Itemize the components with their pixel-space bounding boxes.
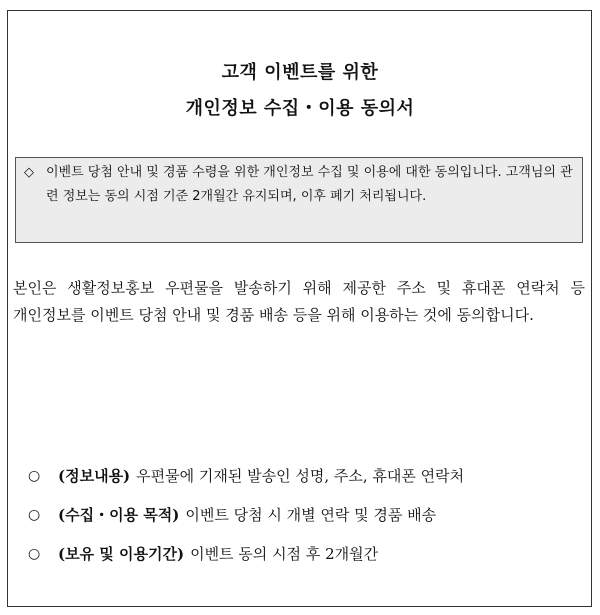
item-key: (수집・이용 목적) <box>58 506 180 524</box>
item-value: 이벤트 당첨 시 개별 연락 및 경품 배송 <box>185 506 437 524</box>
document-title-line2: 개인정보 수집・이용 동의서 <box>185 98 415 119</box>
item-value: 우편물에 기재된 발송인 성명, 주소, 휴대폰 연락처 <box>136 467 465 485</box>
item-value: 이벤트 동의 시점 후 2개월간 <box>190 545 379 563</box>
consent-statement: 본인은 생활정보홍보 우편물을 발송하기 위해 제공한 주소 및 휴대폰 연락처 등 개인정보를 이벤트 당첨 안내 및 경품 배송 등을 위해 이용하는 것에 동의합니다. <box>13 279 585 324</box>
item-key: (보유 및 이용기간) <box>58 545 185 563</box>
notice-box <box>15 157 583 243</box>
item-key: (정보내용) <box>58 467 131 485</box>
list-item <box>28 495 588 534</box>
notice-text: 이벤트 당첨 안내 및 경품 수령을 위한 개인정보 수집 및 이용에 대한 동의입니다. 고객님의 관련 정보는 동의 시점 기준 2개월간 유지되며, 이후 폐기 처리됩니다. <box>46 165 573 204</box>
diamond-icon: ◇ <box>24 165 34 180</box>
document-title-line1: 고객 이벤트를 위한 <box>221 62 379 83</box>
info-item-list <box>28 456 588 573</box>
list-item <box>28 534 588 573</box>
list-item <box>28 456 588 495</box>
circle-bullet-icon: ○ <box>28 545 41 562</box>
circle-bullet-icon: ○ <box>28 506 41 523</box>
circle-bullet-icon: ○ <box>28 467 41 484</box>
